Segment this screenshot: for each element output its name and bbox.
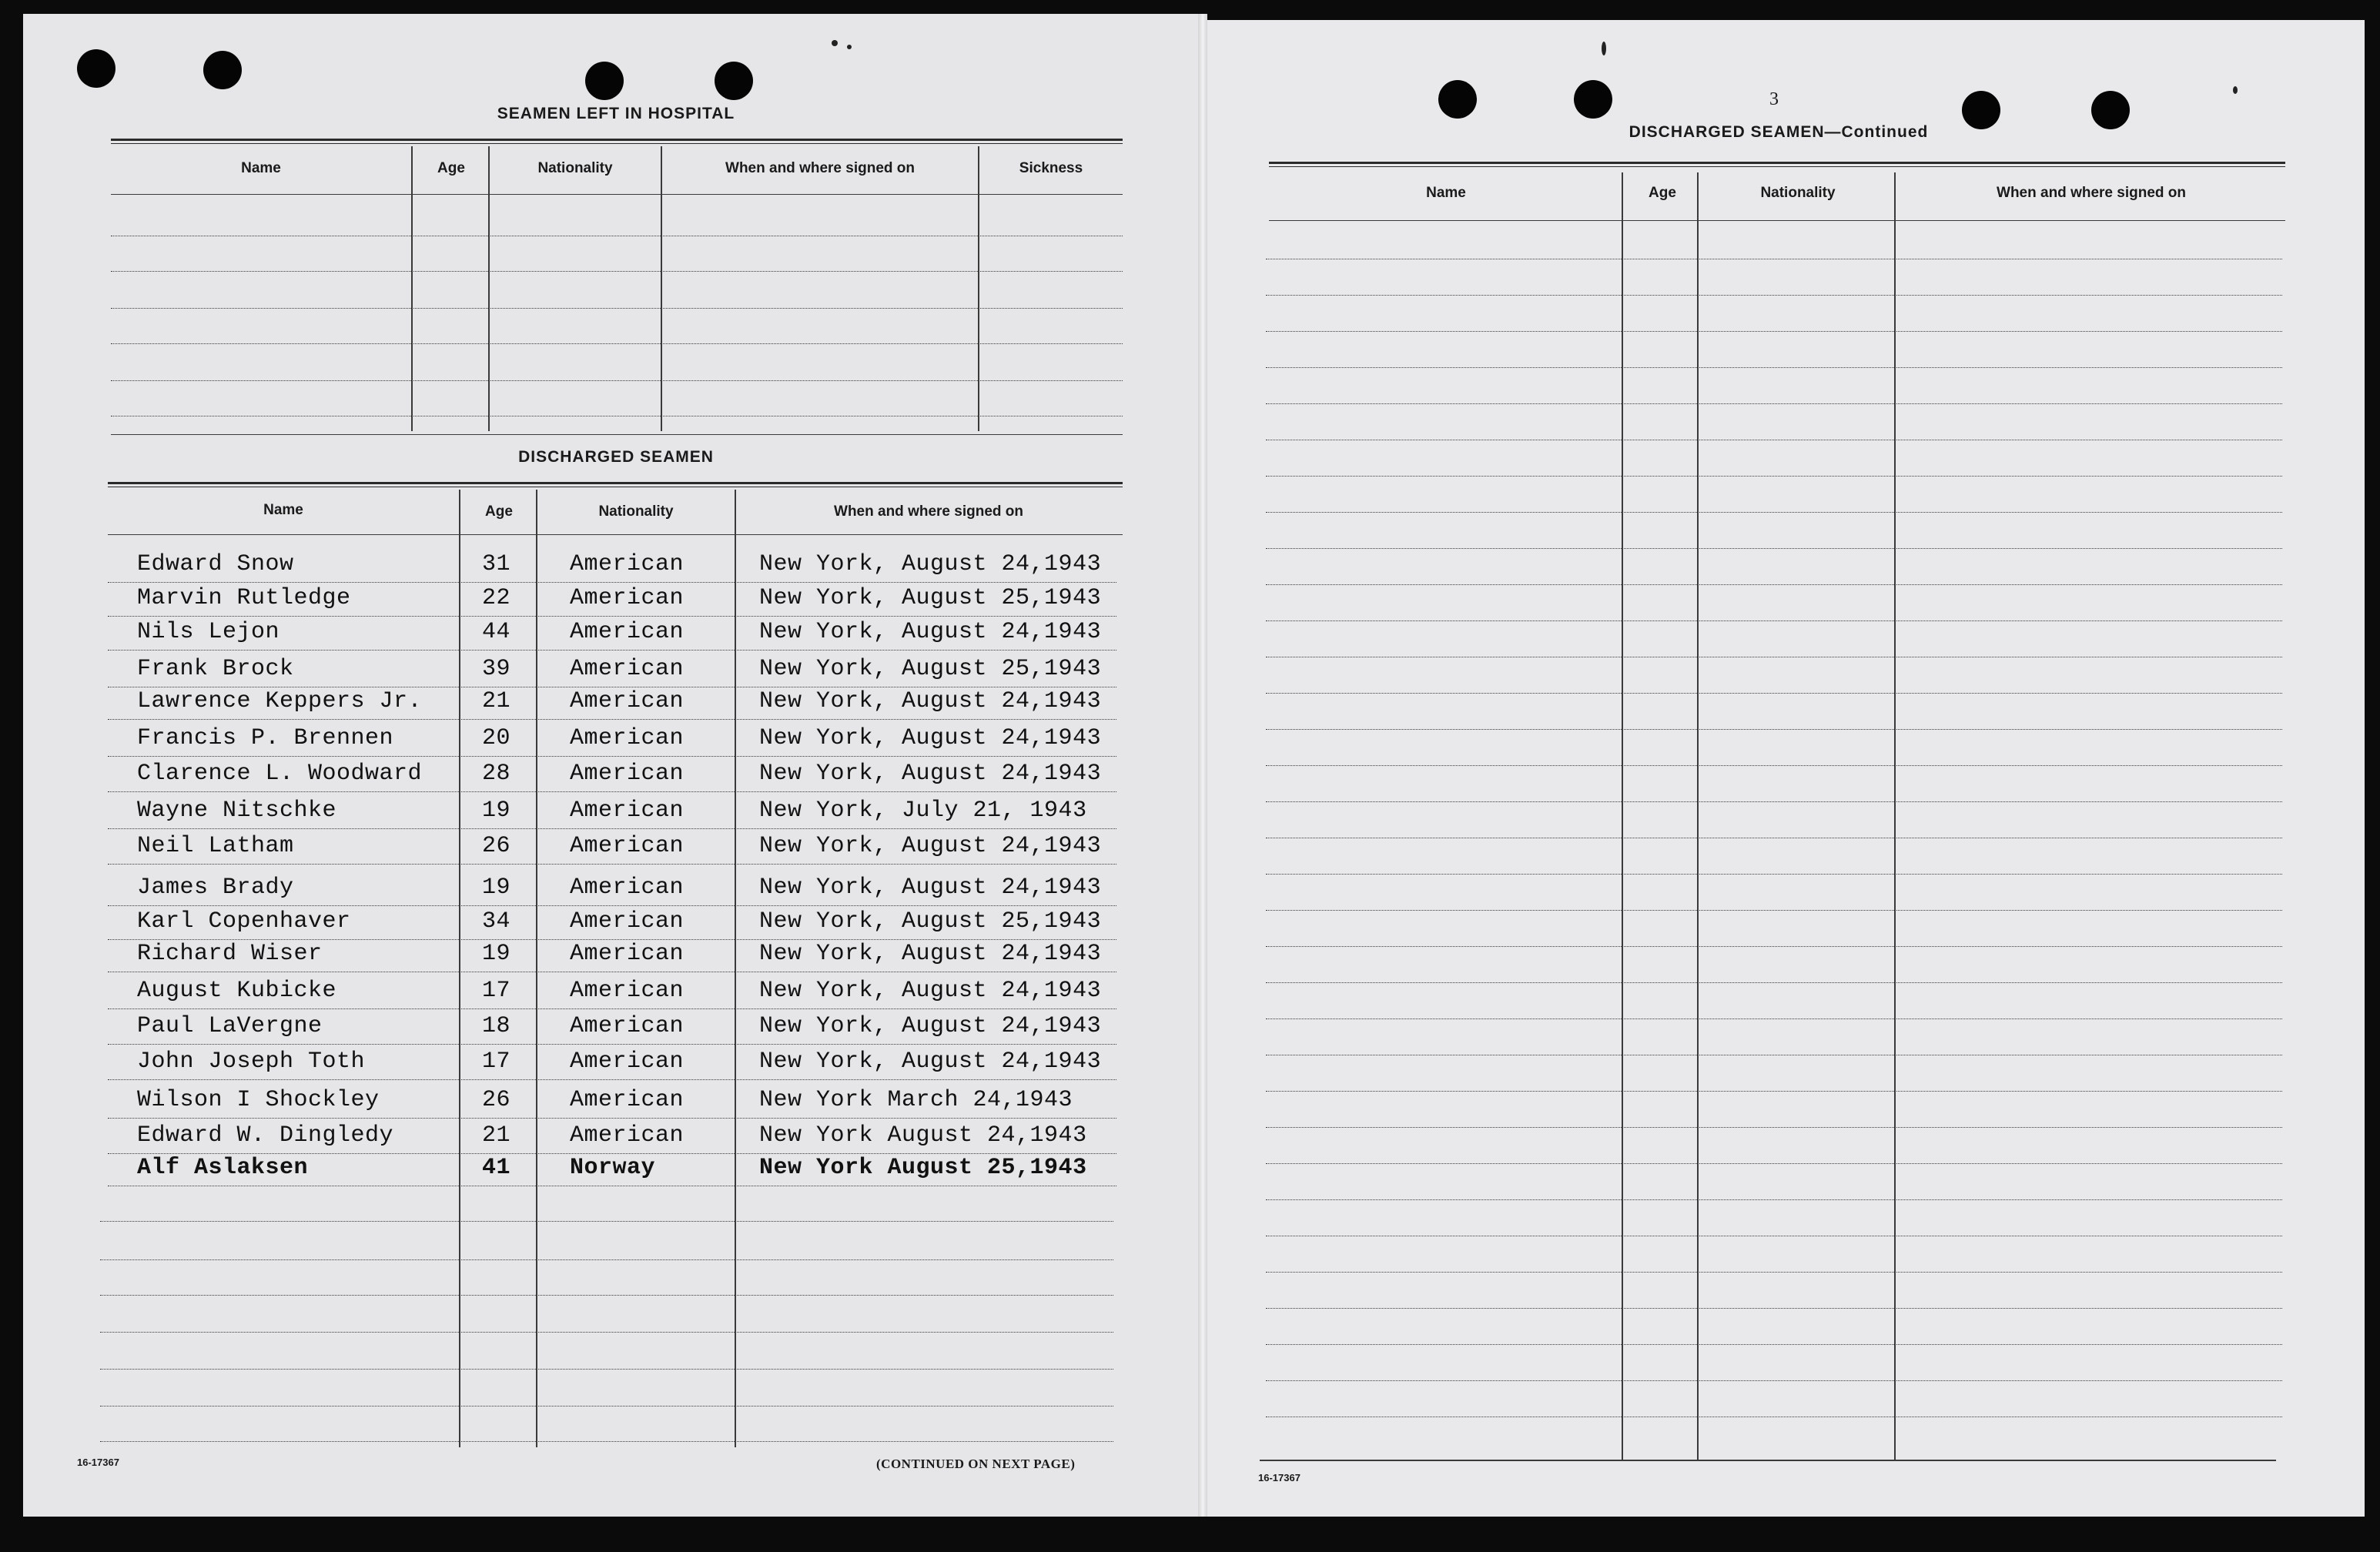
- row-line: [1266, 1163, 2282, 1164]
- seaman-nationality: American: [570, 551, 685, 577]
- seaman-nationality: American: [570, 875, 685, 901]
- seaman-age: 39: [482, 656, 511, 682]
- row-line: [1266, 512, 2282, 513]
- seaman-age: 41: [482, 1155, 511, 1181]
- seaman-nationality: American: [570, 619, 685, 645]
- right-top-rule: [1269, 162, 2285, 164]
- ink-speck: [832, 40, 838, 46]
- right-col-age: Age: [1649, 185, 1676, 201]
- continued-note: (CONTINUED ON NEXT PAGE): [876, 1457, 1076, 1471]
- seaman-name: Clarence L. Woodward: [137, 761, 423, 787]
- seaman-nationality: Norway: [570, 1155, 656, 1181]
- seaman-nationality: American: [570, 1049, 685, 1075]
- right-col-nationality: Nationality: [1760, 185, 1836, 201]
- row-line: [1266, 1272, 2282, 1273]
- punch-hole: [203, 51, 242, 89]
- seaman-nationality: American: [570, 798, 685, 824]
- row-line: [108, 905, 1116, 906]
- discharged-col-divider: [735, 490, 736, 1447]
- row-line: [1266, 367, 2282, 368]
- seaman-name: Marvin Rutledge: [137, 585, 351, 611]
- row-line: [1266, 1127, 2282, 1128]
- seaman-signed-on: New York, August 24,1943: [759, 1049, 1102, 1075]
- seaman-nationality: American: [570, 656, 685, 682]
- seaman-name: Frank Brock: [137, 656, 294, 682]
- seaman-age: 22: [482, 585, 511, 611]
- row-line: [108, 791, 1116, 792]
- row-line: [1266, 548, 2282, 549]
- right-col-signed-on: When and where signed on: [1997, 185, 2186, 201]
- seaman-signed-on: New York, August 24,1943: [759, 1013, 1102, 1039]
- row-line: [108, 828, 1116, 829]
- hospital-row-line: [111, 308, 1123, 309]
- row-line: [108, 650, 1116, 651]
- punch-hole: [2091, 91, 2130, 129]
- row-line: [108, 756, 1116, 757]
- row-line: [100, 1369, 1113, 1370]
- seaman-name: August Kubicke: [137, 978, 337, 1004]
- hospital-col-divider: [978, 146, 979, 431]
- seaman-signed-on: New York, July 21, 1943: [759, 798, 1087, 824]
- hospital-row-line: [111, 271, 1123, 272]
- page-fold: [1198, 14, 1207, 1517]
- row-line: [108, 616, 1116, 617]
- seaman-name: Francis P. Brennen: [137, 725, 394, 751]
- row-line: [108, 864, 1116, 865]
- punch-hole: [1574, 80, 1612, 119]
- seaman-name: Neil Latham: [137, 833, 294, 859]
- discharged-col-age: Age: [485, 503, 513, 520]
- seaman-nationality: American: [570, 833, 685, 859]
- seaman-age: 31: [482, 551, 511, 577]
- row-line: [1266, 874, 2282, 875]
- seaman-nationality: American: [570, 1013, 685, 1039]
- punch-hole: [715, 62, 753, 100]
- discharged-header-rule: [108, 534, 1123, 535]
- hospital-col-age: Age: [437, 160, 465, 176]
- row-line: [1266, 1018, 2282, 1019]
- row-line: [1266, 982, 2282, 983]
- hospital-col-divider: [661, 146, 662, 431]
- discharged-title: DISCHARGED SEAMEN: [518, 448, 714, 466]
- seaman-age: 19: [482, 798, 511, 824]
- right-col-name: Name: [1426, 185, 1466, 201]
- seaman-name: Edward Snow: [137, 551, 294, 577]
- right-header-rule: [1269, 220, 2285, 221]
- hospital-row-line: [111, 380, 1123, 381]
- seaman-name: Alf Aslaksen: [137, 1155, 309, 1181]
- seaman-nationality: American: [570, 1122, 685, 1149]
- seaman-name: Karl Copenhaver: [137, 908, 351, 935]
- seaman-signed-on: New York, August 25,1943: [759, 656, 1102, 682]
- hospital-title: SEAMEN LEFT IN HOSPITAL: [497, 105, 735, 122]
- row-line: [108, 1044, 1116, 1045]
- form-number-left: 16-17367: [77, 1457, 119, 1468]
- row-line: [108, 939, 1116, 940]
- row-line: [108, 1008, 1116, 1009]
- row-line: [1266, 801, 2282, 802]
- row-line: [1266, 331, 2282, 332]
- discharged-col-divider: [536, 490, 537, 1447]
- seaman-signed-on: New York, August 24,1943: [759, 875, 1102, 901]
- right-title: DISCHARGED SEAMEN—Continued: [1629, 123, 1929, 141]
- row-line: [108, 1079, 1116, 1080]
- hospital-col-nationality: Nationality: [537, 160, 613, 176]
- seaman-nationality: American: [570, 941, 685, 967]
- seaman-name: Wilson I Shockley: [137, 1087, 380, 1113]
- hospital-bottom-rule: [111, 434, 1123, 435]
- seaman-name: Lawrence Keppers Jr.: [137, 688, 423, 714]
- row-line: [1266, 1308, 2282, 1309]
- seaman-age: 34: [482, 908, 511, 935]
- hospital-col-name: Name: [241, 160, 281, 176]
- discharged-col-divider: [459, 490, 460, 1447]
- hospital-col-sickness: Sickness: [1019, 160, 1083, 176]
- seaman-name: Edward W. Dingledy: [137, 1122, 394, 1149]
- row-line: [1266, 476, 2282, 477]
- discharged-col-signed-on: When and where signed on: [834, 503, 1023, 520]
- seaman-signed-on: New York August 24,1943: [759, 1122, 1087, 1149]
- seaman-signed-on: New York, August 24,1943: [759, 551, 1102, 577]
- seaman-age: 28: [482, 761, 511, 787]
- row-line: [108, 719, 1116, 720]
- seaman-age: 21: [482, 1122, 511, 1149]
- seaman-name: John Joseph Toth: [137, 1049, 366, 1075]
- row-line: [1266, 584, 2282, 585]
- row-line: [1266, 1091, 2282, 1092]
- seaman-age: 17: [482, 978, 511, 1004]
- seaman-name: James Brady: [137, 875, 294, 901]
- seaman-name: Nils Lejon: [137, 619, 280, 645]
- right-page: [1203, 20, 2365, 1517]
- seaman-age: 18: [482, 1013, 511, 1039]
- seaman-name: Richard Wiser: [137, 941, 323, 967]
- row-line: [1266, 765, 2282, 766]
- seaman-signed-on: New York, August 24,1943: [759, 941, 1102, 967]
- row-line: [1266, 1380, 2282, 1381]
- discharged-col-name: Name: [263, 502, 303, 518]
- seaman-nationality: American: [570, 725, 685, 751]
- ink-speck: [2233, 86, 2238, 94]
- row-line: [1266, 693, 2282, 694]
- seaman-signed-on: New York, August 24,1943: [759, 725, 1102, 751]
- ink-speck: [847, 45, 852, 49]
- seaman-name: Wayne Nitschke: [137, 798, 337, 824]
- row-line: [100, 1259, 1113, 1260]
- seaman-signed-on: New York, August 25,1943: [759, 908, 1102, 935]
- form-number-right: 16-17367: [1258, 1472, 1300, 1483]
- seaman-age: 44: [482, 619, 511, 645]
- hospital-col-signed-on: When and where signed on: [725, 160, 915, 176]
- discharged-col-nationality: Nationality: [598, 503, 674, 520]
- punch-hole: [77, 49, 115, 88]
- row-line: [1266, 620, 2282, 621]
- row-line: [1266, 729, 2282, 730]
- seaman-age: 26: [482, 833, 511, 859]
- seaman-nationality: American: [570, 1087, 685, 1113]
- right-col-divider: [1697, 172, 1699, 1460]
- seaman-signed-on: New York, August 24,1943: [759, 619, 1102, 645]
- hospital-col-divider: [411, 146, 413, 431]
- row-line: [1266, 910, 2282, 911]
- right-col-divider: [1622, 172, 1623, 1460]
- row-line: [1266, 403, 2282, 404]
- row-line: [1266, 1199, 2282, 1200]
- right-col-divider: [1894, 172, 1896, 1460]
- seaman-signed-on: New York, August 24,1943: [759, 761, 1102, 787]
- hospital-header-rule: [111, 194, 1123, 195]
- page-number: 3: [1769, 89, 1779, 109]
- seaman-signed-on: New York, August 24,1943: [759, 978, 1102, 1004]
- row-line: [1266, 295, 2282, 296]
- seaman-nationality: American: [570, 688, 685, 714]
- seaman-age: 20: [482, 725, 511, 751]
- seaman-nationality: American: [570, 908, 685, 935]
- row-line: [1266, 946, 2282, 947]
- seaman-signed-on: New York, August 24,1943: [759, 833, 1102, 859]
- discharged-top-rule: [108, 482, 1123, 484]
- row-line: [100, 1295, 1113, 1296]
- row-line: [108, 582, 1116, 583]
- seaman-signed-on: New York, August 24,1943: [759, 688, 1102, 714]
- seaman-signed-on: New York, August 25,1943: [759, 585, 1102, 611]
- hospital-col-divider: [488, 146, 490, 431]
- seaman-signed-on: New York March 24,1943: [759, 1087, 1073, 1113]
- punch-hole: [585, 62, 624, 100]
- seaman-age: 26: [482, 1087, 511, 1113]
- ink-speck: [1602, 42, 1606, 55]
- hospital-row-line: [111, 343, 1123, 344]
- row-line: [108, 1153, 1116, 1154]
- seaman-nationality: American: [570, 761, 685, 787]
- row-line: [100, 1332, 1113, 1333]
- row-line: [100, 1221, 1113, 1222]
- seaman-name: Paul LaVergne: [137, 1013, 323, 1039]
- row-line: [1266, 1344, 2282, 1345]
- seaman-age: 21: [482, 688, 511, 714]
- seaman-age: 17: [482, 1049, 511, 1075]
- seaman-signed-on: New York August 25,1943: [759, 1155, 1087, 1181]
- seaman-age: 19: [482, 875, 511, 901]
- punch-hole: [1438, 80, 1477, 119]
- right-bottom-rule: [1260, 1460, 2276, 1461]
- hospital-top-rule: [111, 139, 1123, 141]
- seaman-nationality: American: [570, 585, 685, 611]
- row-line: [100, 1441, 1113, 1442]
- seaman-nationality: American: [570, 978, 685, 1004]
- seaman-age: 19: [482, 941, 511, 967]
- row-line: [108, 1118, 1116, 1119]
